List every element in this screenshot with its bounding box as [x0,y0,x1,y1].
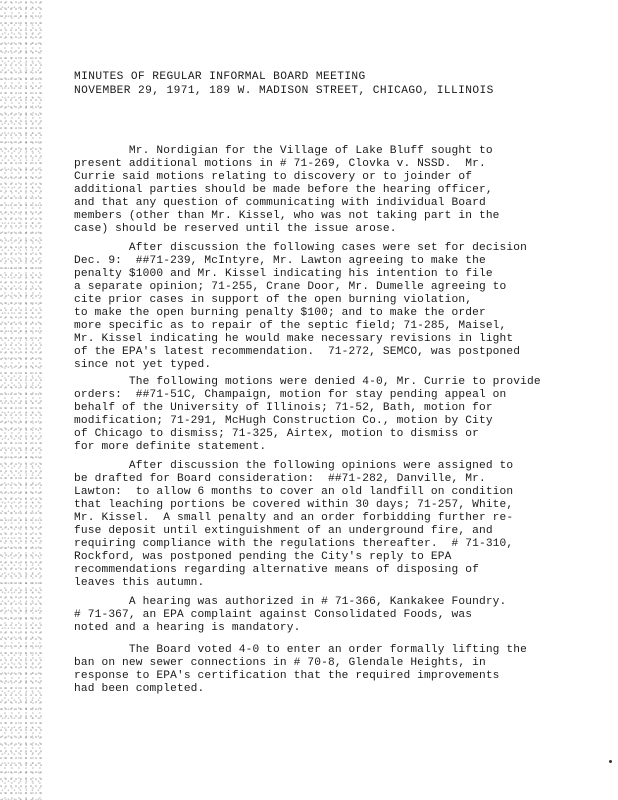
text-line: ban on new sewer connections in # 70-8, Glendale Heights, in [74,657,486,669]
text-line: noted and a hearing is mandatory. [74,622,301,634]
paragraph-lake-bluff-motions [74,145,554,236]
paragraph-motions-denied [74,376,554,454]
text-line: and that any question of communicating with individual Board [74,197,486,209]
text-line: case) should be reserved until the issue arose. [74,223,397,235]
text-line: for more definite statement. [74,441,267,453]
text-line: modification; 71-291, McHugh Construction Co., motion by City [74,415,493,427]
text-line: penalty $1000 and Mr. Kissel indicating his intention to file [74,268,493,280]
text-line: The Board voted 4-0 to enter an order formally lifting the [74,644,527,656]
text-line: Currie said motions relating to discovery or to joinder of [74,171,473,183]
text-line: response to EPA's certification that the required improvements [74,670,500,682]
text-line: more specific as to repair of the septic field; 71-285, Maisel, [74,320,507,332]
paragraph-cases-set-for-decision [74,242,554,372]
paragraph-opinions-assigned [74,460,554,590]
text-line: # 71-367, an EPA complaint against Consolidated Foods, was [74,609,473,621]
text-line: Rockford, was postponed pending the City's reply to EPA [74,551,452,563]
text-line: requiring compliance with the regulations thereafter. # 71-310, [74,538,514,550]
text-line: Lawton: to allow 6 months to cover an old landfill on condition [74,486,514,498]
text-line: since not yet typed. [74,359,212,371]
text-line: The following motions were denied 4-0, Mr. Currie to provide [74,376,541,388]
text-line: to make the open burning penalty $100; and to make the order [74,307,486,319]
text-line: After discussion the following opinions were assigned to [74,460,514,472]
paragraph-sewer-ban-lifted [74,644,554,696]
minutes-title: MINUTES OF REGULAR INFORMAL BOARD MEETING [74,71,366,83]
paragraph-hearings [74,596,554,635]
text-line: fuse deposit until extinguishment of an underground fire, and [74,525,493,537]
text-line: that leaching portions be covered within 30 days; 71-257, White, [74,499,514,511]
text-line: of Chicago to dismiss; 71-325, Airtex, motion to dismiss or [74,428,479,440]
text-line: had been completed. [74,683,205,695]
text-line: cite prior cases in support of the open burning violation, [74,294,473,306]
text-line: behalf of the University of Illinois; 71-52, Bath, motion for [74,402,493,414]
text-line: Mr. Kissel indicating he would make necessary revisions in light [74,333,514,345]
text-line: of the EPA's latest recommendation. 71-272, SEMCO, was postponed [74,346,521,358]
text-line: additional parties should be made before the hearing officer, [74,184,493,196]
text-line: recommendations regarding alternative means of disposing of [74,564,479,576]
text-line: a separate opinion; 71-255, Crane Door, Mr. Dumelle agreeing to [74,281,507,293]
text-line: members (other than Mr. Kissel, who was not taking part in the [74,210,500,222]
text-line: After discussion the following cases were set for decision [74,242,527,254]
text-line: Dec. 9: ##71-239, McIntyre, Mr. Lawton agreeing to make the [74,255,486,267]
scan-speck [609,760,612,763]
meeting-date-location: NOVEMBER 29, 1971, 189 W. MADISON STREET, CHICAGO, ILLINOIS [74,85,494,97]
text-line: be drafted for Board consideration: ##71-282, Danville, Mr. [74,473,486,485]
text-line: A hearing was authorized in # 71-366, Kankakee Foundry. [74,596,507,608]
text-line: Mr. Nordigian for the Village of Lake Bluff sought to [74,145,493,157]
text-line: orders: ##71-51C, Champaign, motion for stay pending appeal on [74,389,507,401]
text-line: Mr. Kissel. A small penalty and an order forbidding further re- [74,512,514,524]
text-line: leaves this autumn. [74,577,205,589]
text-line: present additional motions in # 71-269, Clovka v. NSSD. Mr. [74,158,486,170]
